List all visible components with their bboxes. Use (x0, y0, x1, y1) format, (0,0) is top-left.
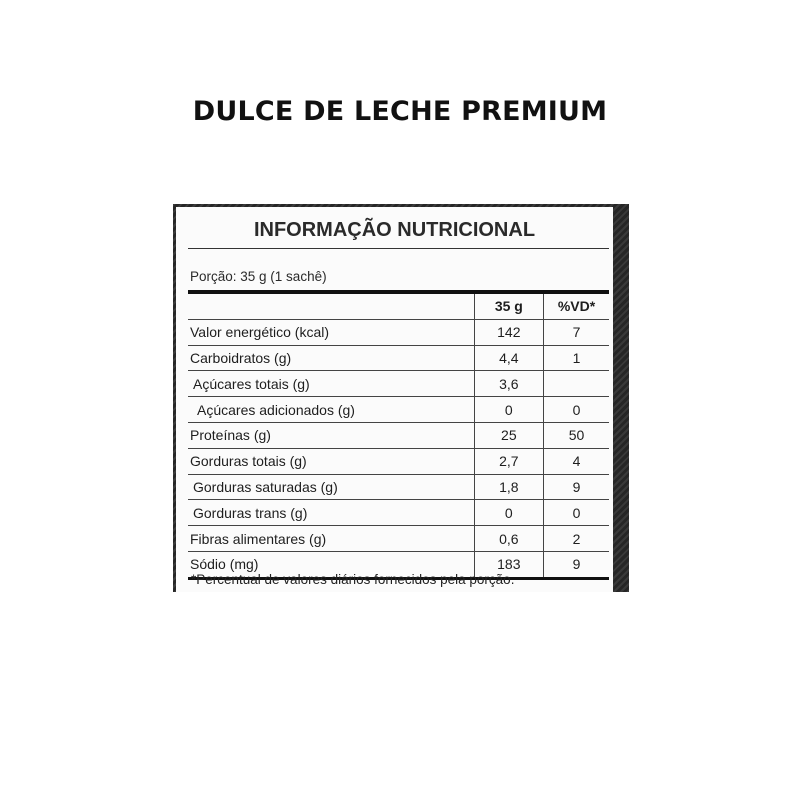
heading-divider (188, 248, 609, 249)
nutrient-quantity: 2,7 (474, 448, 543, 474)
nutrient-quantity: 4,4 (474, 345, 543, 371)
nutrient-quantity: 3,6 (474, 371, 543, 397)
nutrient-name: Proteínas (g) (188, 422, 474, 448)
table-row (188, 500, 609, 526)
nutrition-heading: INFORMAÇÃO NUTRICIONAL (253, 219, 536, 241)
table-row (188, 422, 609, 448)
header-daily-value: %VD* (544, 294, 610, 319)
nutrient-name: Carboidratos (g) (188, 345, 474, 371)
table-row (188, 474, 609, 500)
table-row (188, 319, 609, 345)
nutrient-daily-value: 9 (544, 551, 610, 578)
nutrient-daily-value: 1 (544, 345, 610, 371)
table-header-row (188, 294, 609, 319)
nutrient-daily-value: 2 (544, 526, 610, 552)
nutrition-label-panel (176, 207, 613, 592)
nutrient-name: Sódio (mg) (188, 551, 474, 578)
nutrient-quantity: 0,6 (474, 526, 543, 552)
nutrient-name: Gorduras totais (g) (188, 448, 474, 474)
nutrient-daily-value: 0 (544, 500, 610, 526)
header-quantity: 35 g (474, 294, 543, 319)
nutrient-name: Valor energético (kcal) (188, 319, 474, 345)
nutrient-quantity: 0 (474, 397, 543, 423)
nutrient-quantity: 142 (474, 319, 543, 345)
nutrition-label (173, 204, 629, 592)
nutrient-daily-value: 7 (544, 319, 610, 345)
table-row (188, 371, 609, 397)
nutrient-quantity: 1,8 (474, 474, 543, 500)
nutrient-name: Gorduras saturadas (g) (188, 474, 474, 500)
table-row (188, 526, 609, 552)
nutrient-name: Fibras alimentares (g) (188, 526, 474, 552)
nutrient-daily-value: 4 (544, 448, 610, 474)
nutrient-daily-value (544, 371, 610, 397)
nutrient-quantity: 183 (474, 551, 543, 578)
nutrient-daily-value: 9 (544, 474, 610, 500)
nutrient-name: Açúcares totais (g) (188, 371, 474, 397)
footnote: *Percentual de valores diários fornecidos pela porção. (191, 572, 515, 587)
nutrient-name: Açúcares adicionados (g) (188, 397, 474, 423)
nutrient-quantity: 0 (474, 500, 543, 526)
nutrient-quantity: 25 (474, 422, 543, 448)
table-row (188, 448, 609, 474)
nutrient-daily-value: 50 (544, 422, 610, 448)
nutrient-daily-value: 0 (544, 397, 610, 423)
table-row (188, 345, 609, 371)
header-nutrient (188, 294, 474, 319)
product-title: DULCE DE LECHE PREMIUM (192, 96, 608, 127)
nutrition-table (188, 294, 609, 580)
portion-size: Porção: 35 g (1 sachê) (190, 269, 327, 284)
nutrient-name: Gorduras trans (g) (188, 500, 474, 526)
table-row (188, 397, 609, 423)
